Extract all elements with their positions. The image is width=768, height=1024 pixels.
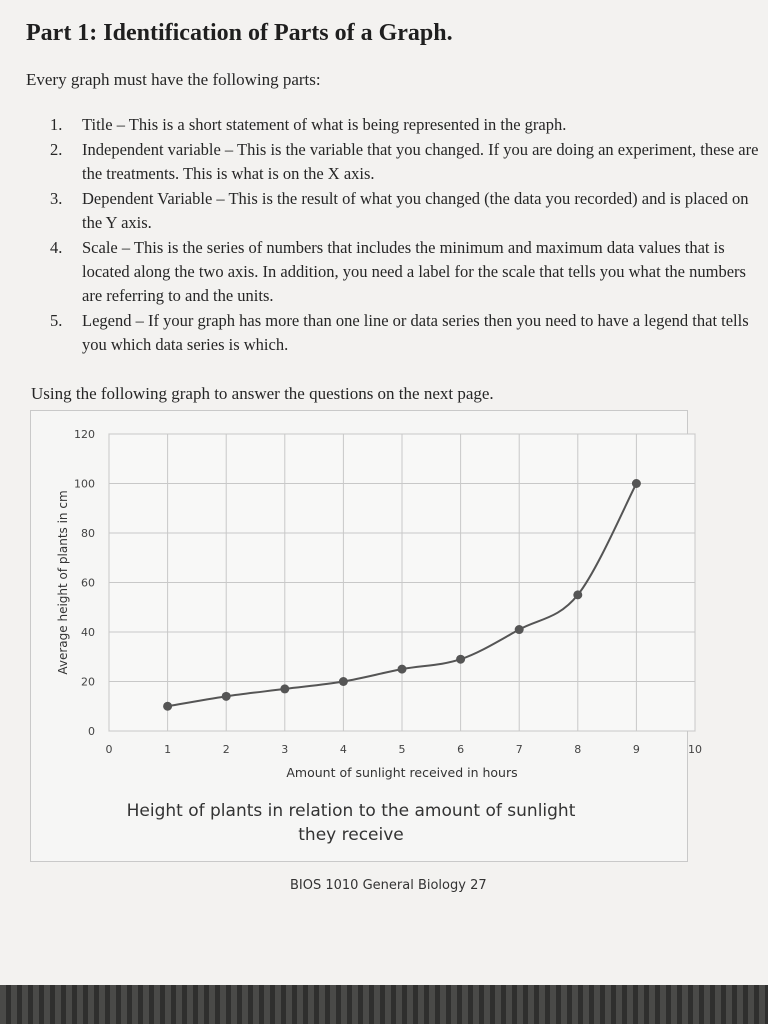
x-tick-label: 1 (164, 743, 172, 756)
x-tick-label: 4 (339, 743, 347, 756)
page-footer: BIOS 1010 General Biology 27 (290, 878, 487, 893)
x-tick-label: 2 (222, 743, 230, 756)
y-axis-label: Average height of plants in cm (56, 490, 70, 675)
y-tick-label: 40 (81, 626, 95, 639)
list-item (50, 113, 760, 137)
data-point (163, 702, 172, 711)
x-tick-label: 3 (281, 743, 289, 756)
y-tick-label: 80 (81, 527, 95, 540)
line-chart (31, 411, 702, 861)
page-heading: Part 1: Identification of Parts of a Graph. (26, 20, 453, 46)
x-tick-labels (106, 743, 703, 756)
y-tick-label: 60 (81, 576, 95, 590)
data-point (632, 479, 641, 488)
x-axis-label: Amount of sunlight received in hours (286, 765, 518, 780)
y-tick-label: 100 (74, 477, 95, 491)
list-item-text: Dependent Variable – This is the result of what you changed (the data you recorded) and is placed on the Y axis. (82, 189, 749, 232)
data-point (280, 684, 289, 693)
list-item-number: 1. (50, 115, 63, 134)
y-tick-label: 120 (74, 428, 95, 441)
data-point (456, 655, 465, 664)
list-item (50, 187, 760, 235)
list-item-number: 2. (50, 140, 63, 159)
data-point (573, 590, 582, 599)
graph-figure (30, 410, 702, 862)
graph-instructions: Using the following graph to answer the questions on the next page. (31, 384, 494, 403)
x-tick-label: 7 (515, 743, 523, 756)
list-item-text: Legend – If your graph has more than one line or data series then you need to have a legend that tells you which data series is which. (82, 311, 749, 354)
data-point (515, 625, 524, 634)
data-point (339, 677, 348, 686)
x-tick-label: 6 (457, 743, 465, 756)
data-point (222, 692, 231, 701)
list-item (50, 236, 760, 308)
list-item-number: 4. (50, 238, 63, 257)
list-item (50, 138, 760, 186)
list-item (50, 309, 760, 357)
x-tick-label: 5 (398, 743, 406, 756)
list-item-number: 3. (50, 189, 63, 208)
y-tick-label: 20 (81, 675, 95, 689)
list-item-number: 5. (50, 311, 63, 330)
list-item-text: Scale – This is the series of numbers that includes the minimum and maximum data values that is located along the two axis. In addition, you need a label for the scale that tells you what the numbers are referring to and the units. (82, 238, 746, 305)
list-item-text: Independent variable – This is the variable that you changed. If you are doing an experiment, these are the treatments. This is what is on the X axis. (82, 140, 759, 183)
background-floor (0, 985, 768, 1024)
chart-grid (109, 434, 695, 731)
x-tick-label: 0 (105, 743, 113, 756)
x-tick-label: 8 (574, 743, 582, 756)
list-item-text: Title – This is a short statement of what is being represented in the graph. (82, 115, 567, 134)
parts-list (50, 113, 760, 358)
y-tick-labels (74, 428, 95, 738)
chart-title: Height of plants in relation to the amount of sunlight they receive (126, 801, 576, 845)
intro-text: Every graph must have the following parts: (26, 70, 321, 89)
x-tick-label: 10 (688, 743, 702, 756)
x-tick-label: 9 (632, 743, 640, 756)
y-tick-label: 0 (88, 725, 95, 738)
data-point (398, 665, 407, 674)
